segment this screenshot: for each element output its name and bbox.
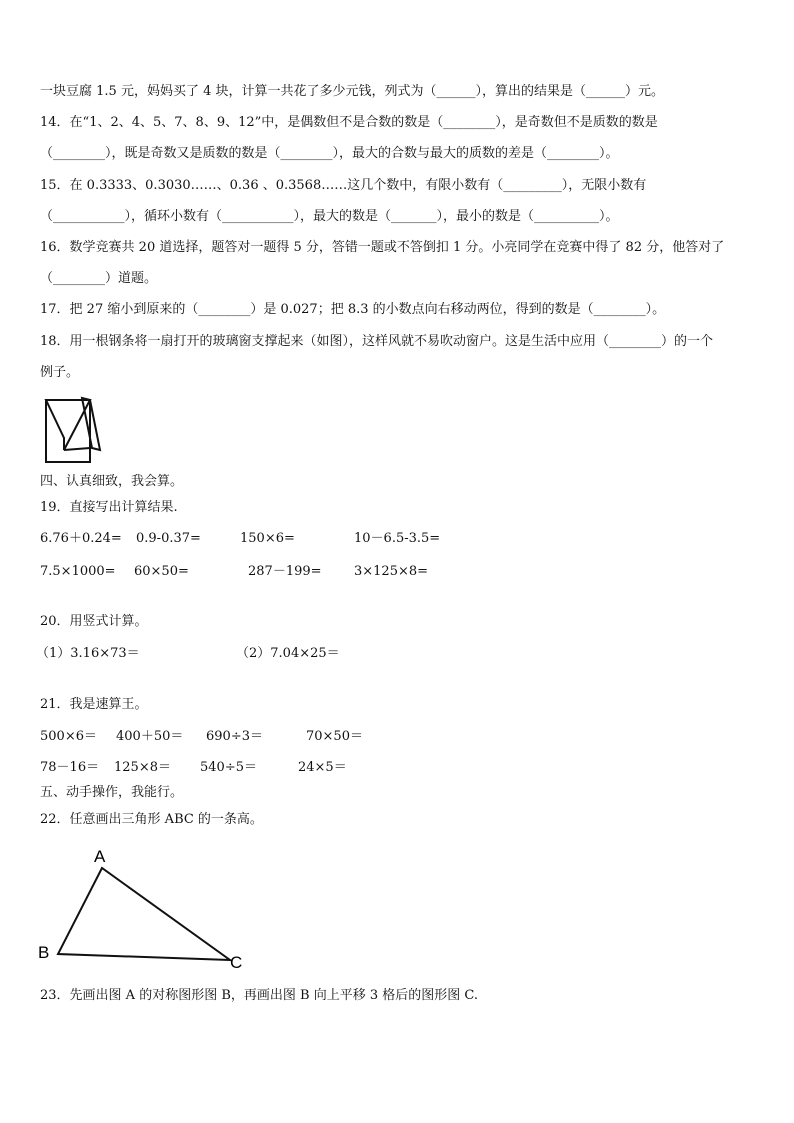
q21-r2-c4: 24×5＝ (298, 760, 347, 775)
q19-r1-c1: 6.76＋0.24= (40, 531, 122, 546)
q21-r1-c1: 500×6＝ (40, 729, 97, 744)
q19-r1-c4: 10－6.5-3.5= (354, 531, 441, 546)
section-5-heading: 五、动手操作，我能行。 (40, 785, 184, 800)
q19-r2-c3: 287－199= (248, 564, 322, 579)
line-q15-cont: （___________），循环小数有（___________），最大的数是（_______），最小的数是（__________）。 (40, 209, 619, 224)
line-q13-cont: 一块豆腐 1.5 元，妈妈买了 4 块，计算一共花了多少元钱，列式为（______），算出的结果是（______）元。 (40, 84, 664, 99)
q19-r1-c3: 150×6= (240, 531, 295, 546)
q20-title: 20．用竖式计算。 (40, 614, 148, 629)
q21-r2-c1: 78－16＝ (40, 760, 100, 775)
line-q18: 18．用一根钢条将一扇打开的玻璃窗支撑起来（如图），这样风就不易吹动窗户。这是生活中应用（________）的一个 (40, 334, 714, 349)
q19-r2-c2: 60×50= (134, 564, 189, 579)
q19-r2-c4: 3×125×8= (354, 564, 429, 579)
line-q14: 14．在“1、2、4、5、7、8、9、12”中，是偶数但不是合数的数是（________），是奇数但不是质数的数是 (40, 115, 658, 130)
line-q15: 15．在 0.3333、0.3030……、0.36 、0.3568……这几个数中，有限小数有（_________），无限小数有 (40, 178, 647, 193)
vertex-c-label: C (230, 953, 243, 972)
line-q16-cont: （________）道题。 (40, 271, 158, 286)
q21-r1-c2: 400＋50＝ (116, 729, 184, 744)
q21-r2-c3: 540÷5＝ (200, 760, 257, 775)
line-q17: 17．把 27 缩小到原来的（________）是 0.027；把 8.3 的小数点向右移动两位，得到的数是（________）。 (40, 302, 666, 317)
q23-title: 23．先画出图 A 的对称图形图 B，再画出图 B 向上平移 3 格后的图形图 C. (40, 988, 478, 1003)
q19-r2-c1: 7.5×1000= (40, 564, 116, 579)
window-support-figure (40, 392, 110, 468)
q21-r1-c3: 690÷3＝ (206, 729, 263, 744)
vertex-a-label: A (94, 847, 106, 866)
vertex-b-label: B (38, 943, 50, 962)
line-q18-cont: 例子。 (40, 365, 80, 380)
section-4-heading: 四、认真细致，我会算。 (40, 474, 184, 489)
q21-title: 21．我是速算王。 (40, 697, 148, 712)
q21-r1-c4: 70×50＝ (306, 729, 363, 744)
q20-item-2: （2）7.04×25＝ (236, 646, 340, 661)
q21-r2-c2: 125×8＝ (114, 760, 171, 775)
q19-r1-c2: 0.9-0.37= (136, 531, 201, 546)
triangle-abc (58, 868, 230, 960)
q20-item-1: （1）3.16×73＝ (36, 646, 140, 661)
line-q16: 16．数学竞赛共 20 道选择，题答对一题得 5 分，答错一题或不答倒扣 1 分。小亮同学在竞赛中得了 82 分，他答对了 (40, 240, 725, 255)
line-q14-cont: （________），既是奇数又是质数的数是（________），最大的合数与最大的质数的差是（________）。 (40, 146, 619, 161)
q22-title: 22．任意画出三角形 ABC 的一条高。 (40, 812, 263, 827)
q19-title: 19．直接写出计算结果. (40, 500, 178, 515)
triangle-abc-figure (30, 846, 260, 972)
